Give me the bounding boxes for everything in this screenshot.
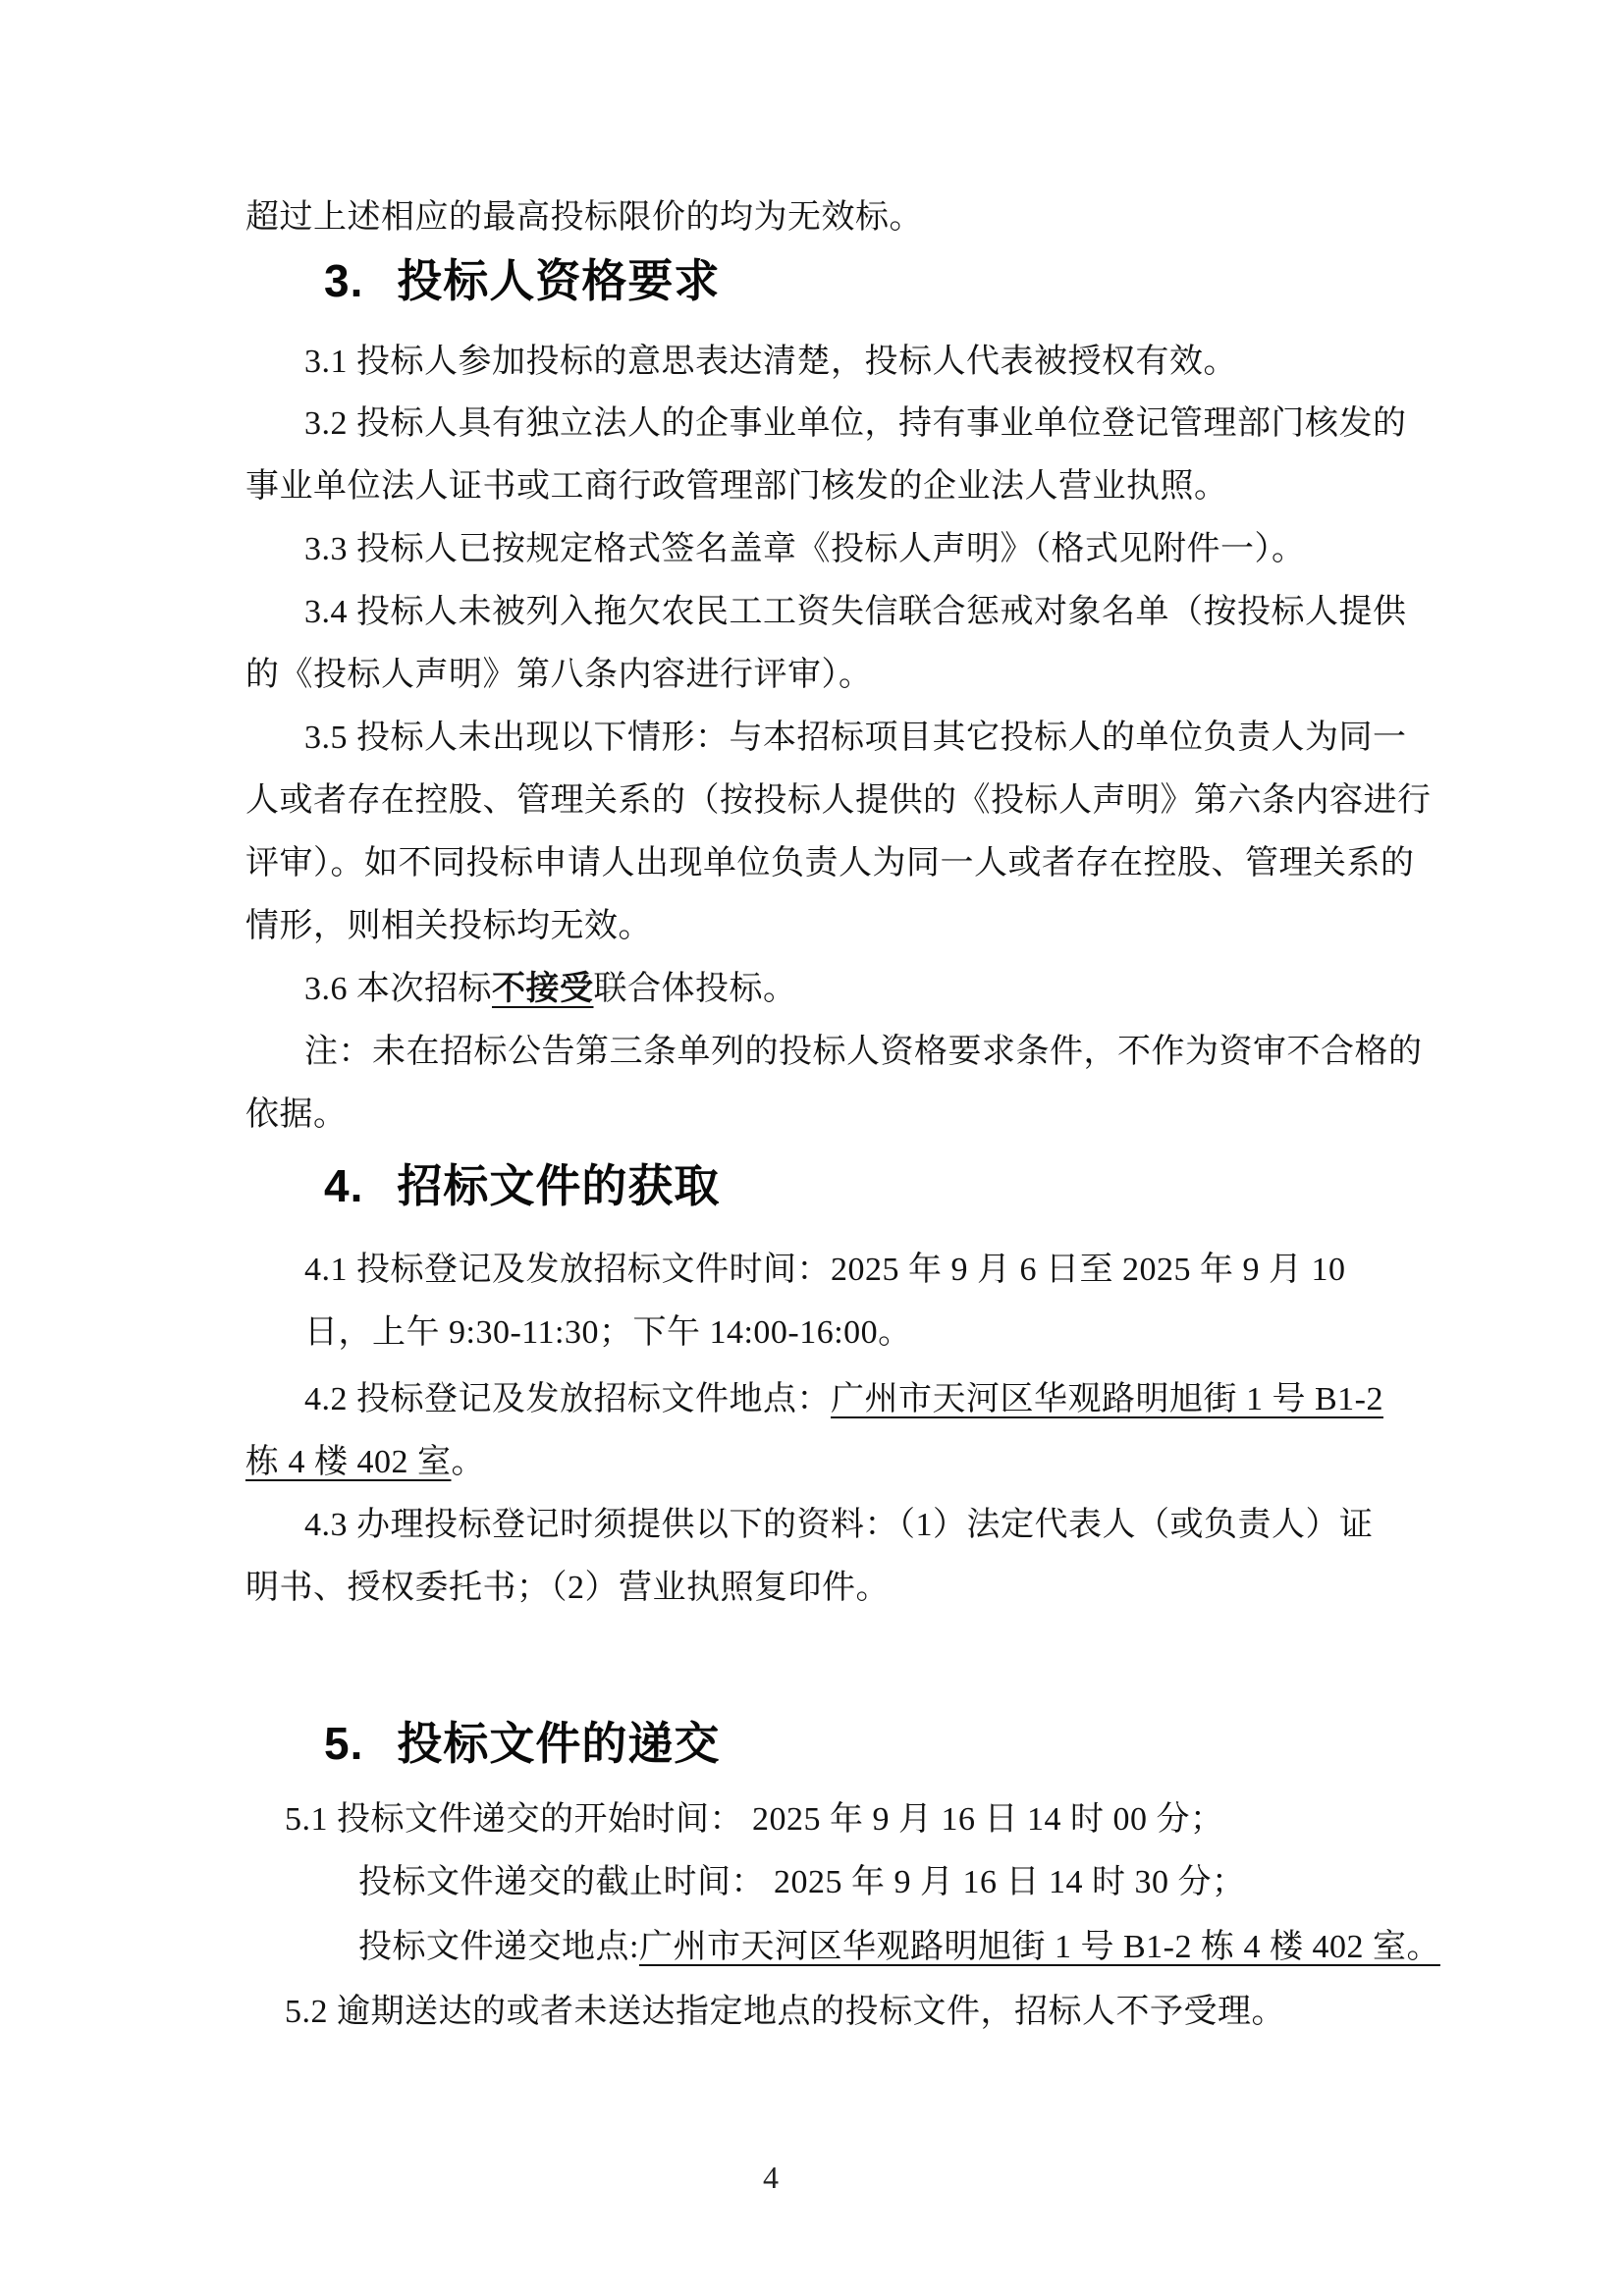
clause-4-1-line1: 4.1 投标登记及发放招标文件时间：2025 年 9 月 6 日至 2025 年 9 月 10: [304, 1252, 1346, 1288]
clause-5-1-place-address: 广州市天河区华观路明旭街 1 号 B1-2 栋 4 楼 402 室。: [638, 1929, 1440, 1965]
clause-3-2-line1: 3.2 投标人具有独立法人的企事业单位，持有事业单位登记管理部门核发的: [304, 405, 1407, 442]
clause-4-2-address-part2: 栋 4 楼 402 室: [245, 1444, 452, 1480]
clause-3-6: [245, 968, 1447, 1011]
clause-3-4-line1: 3.4 投标人未被列入拖欠农民工工资失信联合惩戒对象名单（按投标人提供: [304, 594, 1407, 630]
clause-5-1-submission-place: [245, 1926, 1447, 1969]
section-3-number: 3.: [324, 255, 364, 306]
section-3-heading: [324, 253, 720, 308]
clause-4-1-line2: 日，上午 9:30-11:30；下午 14:00-16:00。: [304, 1314, 912, 1351]
clause-4-2-suffix: 。: [451, 1444, 485, 1480]
section-4-number: 4.: [324, 1160, 364, 1211]
clause-4-2-line1: [245, 1378, 1447, 1421]
clause-4-2-prefix: 4.2 投标登记及发放招标文件地点：: [304, 1381, 831, 1417]
clause-3-6-suffix: 联合体投标。: [593, 971, 797, 1007]
clause-5-1-start-time: 5.1 投标文件递交的开始时间： 2025 年 9 月 16 日 14 时 00 分；: [285, 1801, 1224, 1838]
section-4-title: 招标文件的获取: [397, 1160, 721, 1211]
clause-3-3: 3.3 投标人已按规定格式签名盖章《投标人声明》（格式见附件一）。: [304, 531, 1306, 567]
section-5-number: 5.: [324, 1718, 364, 1769]
clause-4-3-line2: 明书、授权委托书；（2）营业执照复印件。: [245, 1570, 890, 1606]
clause-4-2-line2: [245, 1441, 1447, 1484]
section-5-heading: [324, 1716, 720, 1771]
section-4-heading: [324, 1158, 720, 1213]
clause-3-6-prefix: 3.6 本次招标: [304, 971, 492, 1007]
section-3-title: 投标人资格要求: [397, 255, 721, 306]
clause-5-1-place-prefix: 投标文件递交地点:: [358, 1929, 639, 1965]
clause-3-6-no-consortium-emphasis: 不接受: [492, 971, 594, 1007]
clause-4-3-line1: 4.3 办理投标登记时须提供以下的资料：（1）法定代表人（或负责人）证: [304, 1507, 1374, 1543]
clause-3-5-line3: 评审）。如不同投标申请人出现单位负责人为同一人或者存在控股、管理关系的: [245, 845, 1415, 881]
section-5-title: 投标文件的递交: [397, 1718, 721, 1769]
clause-3-5-line4: 情形，则相关投标均无效。: [245, 908, 652, 944]
page-number: 4: [763, 2160, 779, 2195]
clause-5-2: 5.2 逾期送达的或者未送达指定地点的投标文件，招标人不予受理。: [285, 1994, 1285, 2030]
clause-3-4-line2: 的《投标人声明》第八条内容进行评审）。: [245, 657, 873, 693]
clause-5-1-deadline-time: 投标文件递交的截止时间： 2025 年 9 月 16 日 14 时 30 分；: [358, 1864, 1246, 1900]
clause-4-2-address-part1: 广州市天河区华观路明旭街 1 号 B1-2: [831, 1381, 1383, 1417]
clause-3-5-line1: 3.5 投标人未出现以下情形：与本招标项目其它投标人的单位负责人为同一: [304, 720, 1407, 756]
intro-line: 超过上述相应的最高投标限价的均为无效标。: [245, 199, 923, 236]
clause-3-5-line2: 人或者存在控股、管理关系的（按投标人提供的《投标人声明》第六条内容进行: [245, 782, 1432, 819]
clause-3-1: 3.1 投标人参加投标的意思表达清楚，投标人代表被授权有效。: [304, 344, 1237, 380]
clause-3-2-line2: 事业单位法人证书或工商行政管理部门核发的企业法人营业执照。: [245, 468, 1228, 505]
section-3-note-line1: 注：未在招标公告第三条单列的投标人资格要求条件，不作为资审不合格的: [304, 1034, 1423, 1070]
section-3-note-line2: 依据。: [245, 1096, 348, 1133]
